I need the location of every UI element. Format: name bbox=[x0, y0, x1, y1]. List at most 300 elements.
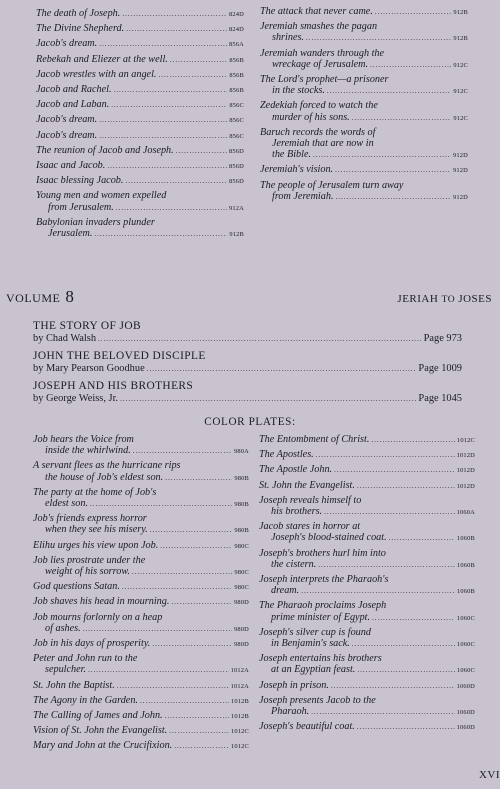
plate-caption: Isaac and Jacob. bbox=[36, 160, 106, 172]
plate-entry bbox=[259, 521, 475, 544]
plate-page-ref: 856C bbox=[229, 117, 244, 125]
plate-entry bbox=[33, 434, 249, 457]
leader-dots bbox=[99, 131, 227, 142]
plate-entry bbox=[259, 574, 475, 597]
plate-entry-last-line bbox=[33, 472, 249, 484]
leader-dots bbox=[117, 681, 229, 692]
plate-entry-last-line bbox=[259, 506, 475, 518]
plate-caption: Job hears the Voice from bbox=[33, 434, 134, 445]
plate-entry-last-line bbox=[259, 434, 475, 446]
plate-entry-line bbox=[33, 555, 249, 566]
plate-entry-last-line bbox=[33, 680, 249, 692]
leader-dots bbox=[165, 473, 232, 484]
plate-caption: St. John the Evangelist. bbox=[259, 479, 355, 491]
plate-caption: Joseph's blood-stained coat. bbox=[271, 532, 387, 544]
plate-page-ref: 856B bbox=[229, 56, 244, 64]
leader-dots bbox=[331, 681, 455, 692]
plate-entry-line bbox=[259, 521, 475, 532]
story-author: by Chad Walsh bbox=[33, 333, 97, 344]
plate-entry-line bbox=[259, 574, 475, 585]
leader-dots bbox=[152, 639, 232, 650]
plate-caption: Peter and John run to the bbox=[33, 653, 138, 665]
plate-entry-last-line bbox=[36, 84, 244, 96]
plate-caption: Jacob's dream. bbox=[36, 38, 98, 50]
plate-entry-last-line bbox=[259, 464, 475, 476]
plate-page-ref: 980A bbox=[233, 448, 249, 456]
plate-entry-last-line bbox=[33, 638, 249, 650]
plate-entry bbox=[33, 710, 249, 722]
plate-caption: Jeremiah that are now in bbox=[272, 138, 374, 150]
volume-label: VOLUME bbox=[6, 291, 61, 305]
plate-caption: Jeremiah's vision. bbox=[260, 164, 334, 176]
plate-entry-line bbox=[260, 138, 468, 149]
plate-page-ref: 1060D bbox=[456, 724, 475, 732]
plate-caption: in the stocks. bbox=[272, 85, 325, 97]
plate-entry-line bbox=[36, 217, 244, 228]
leader-dots bbox=[98, 333, 422, 345]
plate-entry-line bbox=[260, 180, 468, 191]
plate-entry bbox=[33, 612, 249, 635]
plate-entry-last-line bbox=[33, 710, 249, 722]
plate-entry-last-line bbox=[259, 721, 475, 733]
plate-entry bbox=[36, 160, 244, 172]
story-page: Page 973 bbox=[423, 333, 462, 344]
plate-entry bbox=[36, 84, 244, 96]
plate-entry-last-line bbox=[36, 38, 244, 50]
plate-page-ref: 856C bbox=[229, 132, 244, 140]
plate-page-ref: 912A bbox=[228, 204, 244, 212]
plate-page-ref: 1060C bbox=[456, 667, 475, 675]
plate-caption: The death of Joseph. bbox=[36, 8, 121, 19]
plate-page-ref: 912C bbox=[453, 114, 468, 122]
plate-page-ref: 824D bbox=[228, 26, 244, 34]
plate-caption: dream. bbox=[271, 585, 300, 597]
plate-caption: Job's friends express horror bbox=[33, 513, 147, 525]
plate-caption: Isaac blessing Jacob. bbox=[36, 175, 124, 187]
plate-entry bbox=[33, 695, 249, 707]
plate-entry-last-line bbox=[33, 695, 249, 707]
story-author: by Mary Pearson Goodhue bbox=[33, 363, 145, 374]
plate-entry-last-line bbox=[259, 664, 475, 676]
volume-range-start: JERIAH bbox=[397, 293, 439, 305]
plate-page-ref: 1012D bbox=[456, 467, 475, 475]
plate-caption: Jacob and Rachel. bbox=[36, 84, 112, 96]
plate-page-ref: 980C bbox=[234, 584, 249, 592]
plate-entry bbox=[33, 653, 249, 676]
plate-entry bbox=[259, 495, 475, 518]
plate-entry-line bbox=[36, 190, 244, 201]
plate-entry bbox=[33, 555, 249, 578]
leader-dots bbox=[132, 567, 232, 578]
plate-entry-last-line bbox=[33, 524, 249, 536]
leader-dots bbox=[357, 722, 455, 733]
plate-entry-line bbox=[33, 434, 249, 445]
plate-entry-last-line bbox=[36, 145, 244, 157]
leader-dots bbox=[372, 613, 455, 624]
leader-dots bbox=[147, 363, 417, 375]
leader-dots bbox=[114, 85, 228, 96]
plate-caption: inside the whirlwind. bbox=[45, 445, 131, 457]
plate-entry-last-line bbox=[33, 725, 249, 737]
plate-page-ref: 1012B bbox=[230, 697, 249, 705]
plate-caption: murder of his sons. bbox=[272, 111, 350, 123]
plate-caption: The Calling of James and John. bbox=[33, 710, 163, 722]
plate-entry bbox=[33, 725, 249, 737]
plate-page-ref: 912D bbox=[452, 152, 468, 160]
plate-entry bbox=[260, 21, 468, 44]
stories-list bbox=[33, 320, 462, 410]
plate-page-ref: 1012C bbox=[230, 743, 249, 751]
plate-caption: Joseph's brothers hurl him into bbox=[259, 547, 386, 559]
story-title: JOHN THE BELOVED DISCIPLE bbox=[33, 350, 206, 362]
plate-page-ref: 856C bbox=[229, 102, 244, 110]
plate-page-ref: 1012A bbox=[230, 667, 249, 675]
plate-entry-last-line bbox=[259, 532, 475, 544]
page-folio: XVI bbox=[478, 769, 500, 781]
plate-caption: from Jeremiah. bbox=[272, 190, 334, 202]
plate-page-ref: 824D bbox=[228, 11, 244, 18]
top-left-column bbox=[36, 8, 244, 243]
plate-entry bbox=[259, 680, 475, 692]
leader-dots bbox=[140, 696, 229, 707]
leader-dots bbox=[311, 707, 454, 718]
story-byline-row bbox=[33, 333, 462, 345]
plate-page-ref: 980B bbox=[234, 527, 249, 535]
plate-entry-last-line bbox=[260, 59, 468, 71]
volume-title bbox=[6, 287, 74, 307]
volume-range-end: JOSES bbox=[458, 293, 492, 305]
leader-dots bbox=[88, 665, 229, 676]
leader-dots bbox=[334, 465, 454, 476]
leader-dots bbox=[316, 450, 455, 461]
plate-entry bbox=[259, 464, 475, 476]
plate-page-ref: 856B bbox=[229, 71, 244, 79]
plate-caption: wreckage of Jerusalem. bbox=[272, 58, 369, 70]
leader-dots bbox=[352, 639, 455, 650]
plate-entry bbox=[33, 460, 249, 483]
plate-entry-last-line bbox=[36, 175, 244, 187]
plate-caption: Young men and women expelled bbox=[36, 190, 167, 202]
leader-dots bbox=[357, 481, 455, 492]
plate-caption: in Benjamin's sack. bbox=[271, 638, 350, 650]
plate-entry bbox=[260, 48, 468, 71]
story-byline-row bbox=[33, 363, 462, 375]
plate-entry bbox=[36, 8, 244, 20]
plate-page-ref: 980C bbox=[234, 542, 249, 550]
plate-entry-last-line bbox=[259, 480, 475, 492]
plate-entry-last-line bbox=[260, 191, 468, 203]
leader-dots bbox=[324, 507, 454, 518]
plate-entry bbox=[36, 114, 244, 126]
plate-entry bbox=[259, 600, 475, 623]
plate-entry-line bbox=[260, 48, 468, 59]
plate-page-ref: 912B bbox=[229, 231, 244, 239]
plate-entry bbox=[259, 627, 475, 650]
plate-caption: The Divine Shepherd. bbox=[36, 23, 125, 35]
plate-caption: Pharaoh. bbox=[271, 706, 310, 718]
story-title: THE STORY OF JOB bbox=[33, 320, 141, 332]
plate-entry bbox=[260, 180, 468, 203]
leader-dots bbox=[150, 525, 233, 536]
plate-entry bbox=[33, 596, 249, 608]
plate-entry-last-line bbox=[259, 559, 475, 571]
plate-caption: eldest son. bbox=[45, 498, 89, 510]
leader-dots bbox=[165, 711, 229, 722]
plate-entry-last-line bbox=[33, 581, 249, 593]
story-entry bbox=[33, 350, 462, 375]
plate-caption: Zedekiah forced to watch the bbox=[260, 100, 378, 112]
plate-caption: Jacob's dream. bbox=[36, 114, 98, 126]
plate-caption: when they see his misery. bbox=[45, 524, 148, 536]
plate-caption: Joseph entertains his brothers bbox=[259, 653, 382, 665]
plate-entry bbox=[259, 653, 475, 676]
plate-page-ref: 1012C bbox=[230, 728, 249, 736]
plate-page-ref: 856D bbox=[228, 147, 244, 155]
plate-caption: his brothers. bbox=[271, 506, 323, 518]
plate-page-ref: 980B bbox=[234, 474, 249, 482]
plate-caption: Joseph presents Jacob to the bbox=[259, 694, 376, 706]
plate-caption: Vision of St. John the Evangelist. bbox=[33, 725, 168, 737]
plate-page-ref: 912D bbox=[452, 167, 468, 175]
leader-dots bbox=[122, 582, 232, 593]
leader-dots bbox=[99, 115, 227, 126]
plate-entry bbox=[260, 6, 468, 18]
plate-page-ref: 980D bbox=[233, 625, 249, 633]
plate-caption: prime minister of Egypt. bbox=[271, 611, 371, 623]
leader-dots bbox=[176, 146, 227, 157]
plate-entry bbox=[36, 130, 244, 142]
plate-page-ref: 980C bbox=[234, 569, 249, 577]
story-byline-row bbox=[33, 393, 462, 405]
leader-dots bbox=[116, 203, 227, 214]
leader-dots bbox=[90, 499, 232, 510]
plate-entry-last-line bbox=[260, 85, 468, 97]
plate-entry-line bbox=[259, 695, 475, 706]
plate-entry-last-line bbox=[259, 449, 475, 461]
plate-entry-last-line bbox=[36, 8, 244, 20]
leader-dots bbox=[389, 533, 455, 544]
plate-entry bbox=[259, 480, 475, 492]
plate-entry-last-line bbox=[260, 32, 468, 44]
plate-entry bbox=[36, 190, 244, 213]
plate-entry bbox=[36, 99, 244, 111]
plate-caption: The party at the home of Job's bbox=[33, 486, 157, 498]
plate-entry bbox=[36, 54, 244, 66]
plate-caption: The Apostle John. bbox=[259, 464, 333, 476]
plate-caption: The Apostles. bbox=[259, 449, 314, 461]
leader-dots bbox=[313, 150, 451, 161]
plate-page-ref: 980B bbox=[234, 501, 249, 509]
plate-entry bbox=[36, 23, 244, 35]
plate-entry bbox=[259, 434, 475, 446]
plate-entry bbox=[33, 680, 249, 692]
plate-entry-last-line bbox=[259, 638, 475, 650]
leader-dots bbox=[111, 100, 227, 111]
top-right-column bbox=[260, 6, 468, 206]
plate-caption: Jacob stares in horror at bbox=[259, 521, 361, 533]
volume-range bbox=[397, 293, 492, 305]
plate-entry-line bbox=[259, 495, 475, 506]
plate-entry bbox=[33, 540, 249, 552]
plate-entry-last-line bbox=[259, 706, 475, 718]
plate-entry-line bbox=[259, 548, 475, 559]
leader-dots bbox=[171, 597, 232, 608]
plate-entry-line bbox=[33, 487, 249, 498]
leader-dots bbox=[125, 176, 227, 187]
plate-caption: shrines. bbox=[272, 32, 304, 44]
leader-dots bbox=[301, 586, 455, 597]
plate-entry-last-line bbox=[33, 540, 249, 552]
plate-entry-last-line bbox=[36, 54, 244, 66]
plate-entry-line bbox=[33, 460, 249, 471]
plate-caption: Jacob wrestles with an angel. bbox=[36, 68, 157, 80]
plate-page-ref: 856D bbox=[228, 163, 244, 171]
plate-entry bbox=[33, 487, 249, 510]
plate-caption: Joseph in prison. bbox=[259, 679, 329, 691]
plate-entry-last-line bbox=[260, 149, 468, 161]
plate-entry-last-line bbox=[33, 596, 249, 608]
plate-page-ref: 1060D bbox=[456, 709, 475, 717]
plate-caption: God questions Satan. bbox=[33, 581, 120, 593]
leader-dots bbox=[170, 55, 228, 66]
plate-caption: the house of Job's eldest son. bbox=[45, 471, 164, 483]
story-page: Page 1009 bbox=[418, 363, 462, 374]
plate-caption: Job in his days of prosperity. bbox=[33, 638, 151, 650]
leader-dots bbox=[336, 192, 451, 203]
plate-page-ref: 1060C bbox=[456, 614, 475, 622]
plate-entry-last-line bbox=[260, 164, 468, 176]
plate-caption: Jacob's dream. bbox=[36, 129, 98, 141]
plate-entry bbox=[33, 740, 249, 752]
plate-entry bbox=[36, 175, 244, 187]
plate-entry-line bbox=[33, 612, 249, 623]
plate-page-ref: 912D bbox=[452, 193, 468, 201]
plate-caption: The Lord's prophet—a prisoner bbox=[260, 74, 389, 86]
plate-caption: Jerusalem. bbox=[48, 228, 93, 240]
leader-dots bbox=[120, 393, 416, 405]
plate-page-ref: 1060D bbox=[456, 682, 475, 690]
plate-caption: Job lies prostrate under the bbox=[33, 554, 146, 566]
story-page: Page 1045 bbox=[418, 393, 462, 404]
plate-caption: weight of his sorrow. bbox=[45, 566, 130, 578]
plate-caption: Joseph reveals himself to bbox=[259, 494, 362, 506]
leader-dots bbox=[83, 624, 232, 635]
leader-dots bbox=[158, 70, 227, 81]
plate-entry bbox=[36, 145, 244, 157]
plate-page-ref: 1012D bbox=[456, 452, 475, 460]
plate-caption: Jacob and Laban. bbox=[36, 99, 110, 111]
plate-caption: from Jerusalem. bbox=[48, 201, 114, 213]
plate-caption: sepulcher. bbox=[45, 664, 87, 676]
plate-entry-last-line bbox=[260, 112, 468, 124]
plate-caption: St. John the Baptist. bbox=[33, 679, 115, 691]
plate-entry bbox=[36, 38, 244, 50]
plate-caption: of ashes. bbox=[45, 622, 81, 634]
plate-caption: The Agony in the Garden. bbox=[33, 694, 138, 706]
leader-dots bbox=[327, 86, 451, 97]
plate-entry bbox=[260, 100, 468, 123]
plate-caption: Babylonian invaders plunder bbox=[36, 216, 155, 228]
plate-entry-last-line bbox=[33, 498, 249, 510]
plate-entry-last-line bbox=[33, 740, 249, 752]
color-plates-heading: COLOR PLATES: bbox=[204, 416, 296, 428]
leader-dots bbox=[122, 9, 227, 20]
plate-caption: Job mourns forlornly on a heap bbox=[33, 611, 163, 623]
plate-caption: The people of Jerusalem turn away bbox=[260, 179, 404, 191]
plate-caption: Jeremiah wanders through the bbox=[260, 47, 385, 59]
plate-page-ref: 1060B bbox=[456, 561, 475, 569]
plate-page-ref: 1012D bbox=[456, 482, 475, 490]
leader-dots bbox=[94, 229, 227, 240]
leader-dots bbox=[99, 39, 227, 50]
plate-page-ref: 980D bbox=[233, 599, 249, 607]
plate-entry bbox=[36, 217, 244, 240]
plate-entry-last-line bbox=[259, 585, 475, 597]
plate-caption: The Pharaoh proclaims Joseph bbox=[259, 600, 387, 612]
plate-caption: Jeremiah smashes the pagan bbox=[260, 21, 378, 33]
leader-dots bbox=[133, 446, 232, 457]
plate-entry-last-line bbox=[36, 23, 244, 35]
plate-entry bbox=[259, 548, 475, 571]
plate-caption: the Bible. bbox=[272, 149, 312, 161]
plate-page-ref: 912C bbox=[453, 88, 468, 96]
leader-dots bbox=[107, 161, 227, 172]
plate-entry-line bbox=[260, 100, 468, 111]
plate-entry-line bbox=[33, 513, 249, 524]
plate-entry bbox=[259, 449, 475, 461]
plate-entry bbox=[260, 164, 468, 176]
plate-entry-line bbox=[260, 21, 468, 32]
leader-dots bbox=[318, 560, 455, 571]
plate-page-ref: 1012B bbox=[230, 713, 249, 721]
plate-caption: the cistern. bbox=[271, 558, 317, 570]
plate-entry-line bbox=[260, 127, 468, 138]
plate-page-ref: 1012C bbox=[456, 437, 475, 444]
leader-dots bbox=[371, 435, 455, 446]
story-title: JOSEPH AND HIS BROTHERS bbox=[33, 380, 194, 392]
plate-page-ref: 1060A bbox=[456, 509, 475, 517]
plate-entry-last-line bbox=[33, 664, 249, 676]
plate-entry-line bbox=[259, 627, 475, 638]
plate-caption: Rebekah and Eliezer at the well. bbox=[36, 53, 168, 65]
leader-dots bbox=[357, 665, 455, 676]
leader-dots bbox=[126, 24, 227, 35]
plate-caption: The reunion of Jacob and Joseph. bbox=[36, 144, 174, 156]
plate-caption: Job shaves his head in mourning. bbox=[33, 596, 170, 608]
plate-entry-last-line bbox=[33, 566, 249, 578]
plate-caption: Mary and John at the Crucifixion. bbox=[33, 740, 173, 752]
plate-page-ref: 1060B bbox=[456, 535, 475, 543]
plate-entry-last-line bbox=[259, 612, 475, 624]
plate-caption: A servant flees as the hurricane rips bbox=[33, 460, 181, 472]
plate-entry-last-line bbox=[36, 160, 244, 172]
plate-page-ref: 1060C bbox=[456, 641, 475, 649]
story-entry bbox=[33, 320, 462, 345]
plate-entry bbox=[260, 74, 468, 97]
plate-caption: Baruch records the words of bbox=[260, 126, 376, 138]
plate-entry bbox=[33, 638, 249, 650]
plates-left-column bbox=[33, 434, 249, 756]
story-author: by George Weiss, Jr. bbox=[33, 393, 119, 404]
story-entry bbox=[33, 380, 462, 405]
plate-page-ref: 856D bbox=[228, 178, 244, 186]
plate-entry-line bbox=[260, 74, 468, 85]
plate-entry bbox=[33, 581, 249, 593]
volume-number: 8 bbox=[65, 287, 74, 306]
plate-entry-last-line bbox=[36, 99, 244, 111]
plate-entry-last-line bbox=[36, 228, 244, 240]
plate-entry bbox=[259, 721, 475, 733]
